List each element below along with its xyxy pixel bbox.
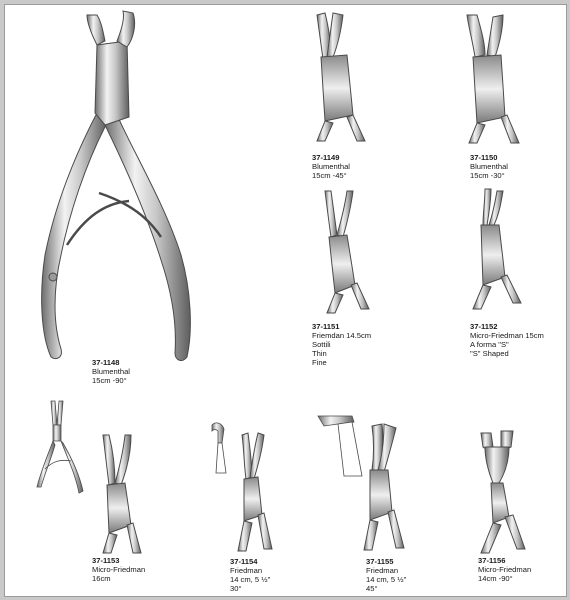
rongeur-forceps-image	[5, 5, 205, 385]
rongeur-forceps-image	[200, 415, 310, 555]
rongeur-forceps-image	[295, 185, 425, 320]
item-name: Blumenthal	[92, 367, 130, 376]
item-name: Friedman	[230, 566, 263, 575]
item-spec: 15cm -45°	[312, 171, 347, 180]
item-code: 37-1150	[470, 153, 498, 162]
rongeur-forceps-image	[35, 395, 165, 555]
item-spec: "S" Shaped	[470, 349, 509, 358]
item-code: 37-1156	[478, 556, 506, 565]
item-code: 37-1153	[92, 556, 120, 565]
item-spec: Fine	[312, 358, 327, 367]
product-37-1155[interactable]	[310, 410, 440, 595]
item-spec: 30°	[230, 584, 242, 593]
item-code: 37-1155	[366, 557, 394, 566]
catalog-sheet	[4, 4, 567, 597]
product-37-1153[interactable]	[35, 395, 165, 595]
product-37-1156[interactable]	[465, 425, 565, 595]
rongeur-forceps-image	[465, 425, 565, 555]
product-37-1151[interactable]	[295, 185, 425, 365]
item-name: Micro-Friedman 15cm	[470, 331, 544, 340]
item-spec: 16cm	[92, 574, 111, 583]
item-spec: 14cm -90°	[478, 574, 513, 583]
item-code: 37-1149	[312, 153, 340, 162]
item-code: 37-1152	[470, 322, 498, 331]
product-37-1148[interactable]	[5, 5, 205, 385]
product-37-1152[interactable]	[455, 185, 565, 365]
item-name: Blumenthal	[470, 162, 508, 171]
rongeur-forceps-image	[310, 410, 440, 555]
item-name: Micro-Friedman	[92, 565, 146, 574]
item-spec: 15cm -30°	[470, 171, 505, 180]
item-spec: 45°	[366, 584, 378, 593]
rongeur-forceps-image	[455, 5, 565, 145]
item-name: Blumenthal	[312, 162, 350, 171]
item-code: 37-1154	[230, 557, 258, 566]
product-37-1149[interactable]	[295, 5, 415, 185]
item-name: Micro-Friedman	[478, 565, 532, 574]
item-spec: 15cm -90°	[92, 376, 127, 385]
item-spec: Thin	[312, 349, 327, 358]
product-37-1154[interactable]	[200, 415, 310, 595]
rongeur-forceps-image	[295, 5, 415, 145]
item-spec: 14 cm, 5 ½"	[230, 575, 271, 584]
item-spec: A forma "S"	[470, 340, 509, 349]
item-code: 37-1151	[312, 322, 340, 331]
item-spec: Sottili	[312, 340, 331, 349]
rongeur-forceps-image	[455, 185, 565, 320]
item-spec: 14 cm, 5 ½"	[366, 575, 407, 584]
item-code: 37-1148	[92, 358, 120, 367]
item-name: Friemdan 14.5cm	[312, 331, 372, 340]
product-37-1150[interactable]	[455, 5, 565, 185]
item-name: Friedman	[366, 566, 399, 575]
